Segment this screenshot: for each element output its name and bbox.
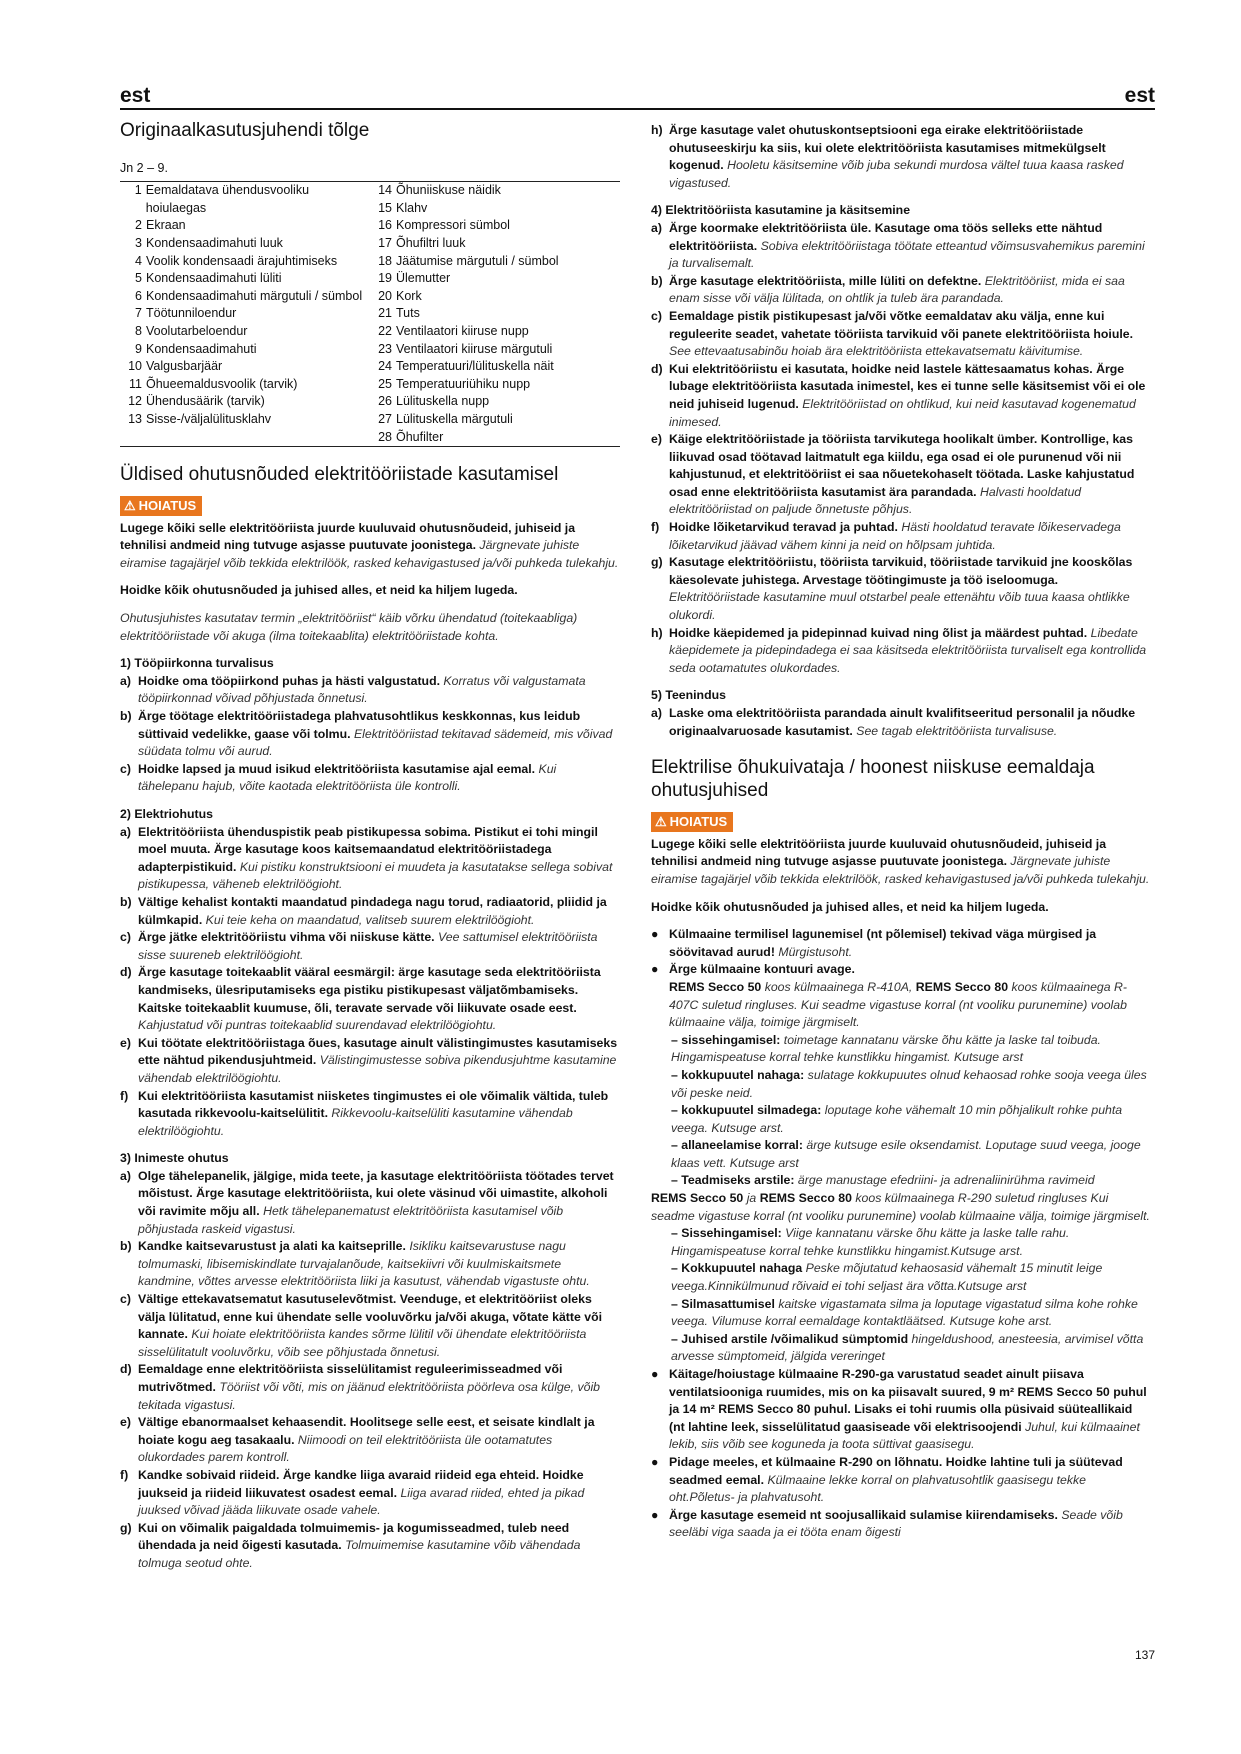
first-aid-item: – sissehingamisel: toimetage kannatanu värske õhu kätte ja laske tal toibuda. Hingamispeatuse korral tehke kunstlikku hingamist. Kutsuge arst [671, 1032, 1101, 1065]
list-item: e) Vältige ebanormaalset kehaasendit. Hoolitsege selle eest, et seisate kindlalt ja hoiate kogu aeg tasakaalu. Niimoodi on teil elektritööriista üle ootamatutes olukordades parem kontroll. [120, 1415, 595, 1465]
list-item: a) Laske oma elektritööriista parandada ainult kvalifitseeritud personalil ja nõudke originaalvaruosade kasutamist. See tagab elektritööriista turvalisuse. [651, 706, 1136, 738]
section-5-title: 5) Teenindus [651, 688, 726, 703]
page-number: 137 [1134, 1648, 1155, 1662]
list-item: b) Ärge kasutage elektritööriista, mille lüliti on defektne. Elektritööriist, mida ei saa enam sisse või välja lülitada, on ohtlik ja tuleb ära parandada. [651, 273, 1125, 306]
right-column [651, 122, 1151, 1542]
bullet-item: ● Ärge külmaaine kontuuri avage. REMS Secco 50 koos külmaainega R-410A, REMS Secco 80 koos külmaainega R-407C suletud ringluses. Kui seadme vigastuse korral (nt vooliku purunemine) voolab külmaaine välja, toimige järgmiselt. [651, 962, 1127, 1030]
legend-right [370, 182, 620, 447]
list-item: c) Hoidke lapsed ja muud isikud elektritööriista kasutamise ajal eemal. Kui tähelepanu hajub, võite kaotada elektritööriista üle kontrolli. [120, 761, 557, 794]
list-item: a) Olge tähelepanelik, jälgige, mida teete, ja kasutage elektritööriista töötades tervet mõistust. Ärge kasutage elektritööriista, kui olete väsinud või uimastite, alkoholi või ravimite mõju all. Hetk tähelepanematust elektritööriista kasutamisel võib põhjustada raskeid vigastusi. [120, 1168, 614, 1236]
list-item: e) Käige elektritööriistade ja tööriista tarvikutega hoolikalt ümber. Kontrollige, kas liikuvad osad töötavad laitmatult ega kiildu, ega osad ei ole purunenud või nii kahjustunud, et elektritööriist ei saa nõuetekohaselt töötada. Laske kahjustatud osad enne elektritööriista kasutamist ära parandada. Halvasti hooldatud elektritööriistad on paljude õnnetuste põhjus. [651, 432, 1135, 517]
list-item: f) Hoidke lõiketarvikud teravad ja puhtad. Hästi hooldatud teravate lõikeservadega lõiketarvikud jäävad vähem kinni ja neid on hõlpsam juhtida. [651, 520, 1121, 552]
legend-item: 15 Klahv [378, 200, 428, 215]
legend-item: 17 Õhufiltri luuk [378, 235, 466, 250]
section-4-title: 4) Elektritööriista kasutamine ja käsitsemine [651, 203, 911, 218]
legend-item: 27 Lülituskella märgutuli [378, 411, 513, 426]
warning-triangle-icon: ⚠ [124, 498, 136, 514]
first-aid-item: – Sissehingamisel: Viige kannatanu värske õhu kätte ja laske talle rahu. Hingamispeatuse korral tehke kunstlikku hingamist.Kutsuge arst. [671, 1226, 1070, 1258]
list-item: a) Elektritööriista ühenduspistik peab pistikupessa sobima. Pistikut ei tohi mingil moel muuta. Ärge kasutage koos kaitsemaandatud elektritööriistadega adapterpistikuid. Kui pistiku konstruktsiooni ei muudeta ja kasutatakse sellega sobivat pistikupessa, väheneb elektrilöögioht. [120, 824, 613, 892]
list-item: g) Kasutage elektritööriistu, tööriista tarvikuid, tööriistade tarvikuid jne kooskõlas käesolevate juhistega. Arvestage töötingimuste ja töö iseloomuga. Elektritööriistade kasutamine muul otstarbel peale ettenähtu võib tuua kaasa ohtlikke olukordi. [651, 555, 1133, 623]
header-rule [120, 108, 1155, 110]
list-item: f) Kui elektritööriista kasutamist niisketes tingimustes ei ole võimalik vältida, tuleb kasutada rikkevoolu-kaitselülitit. Rikkevoolu-kaitselüliti kasutamine vähendab elektrilöögiohtu. [120, 1088, 609, 1138]
intro-text: Lugege kõiki selle elektritööriista juurde kuuluvaid ohutusnõudeid, juhiseid ja tehnilisi andmeid ning tutvuge asjasse puutuvate joonistega. [651, 836, 1107, 869]
legend-item: 19 Ülemutter [378, 271, 451, 286]
legend-item: 16 Kompressori sümbol [378, 218, 510, 233]
list-item: c) Ärge jätke elektritööriistu vihma või niiskuse kätte. Vee sattumisel elektritööriista sisse suureneb elektrilöögioht. [120, 930, 598, 962]
intro-text: Lugege kõiki selle elektritööriista juurde kuuluvaid ohutusnõudeid, juhiseid ja tehnilisi andmeid ning tutvuge asjasse puutuvate joonistega. [120, 520, 576, 553]
list-item: b) Vältige kehalist kontakti maandatud pindadega nagu torud, radiaatorid, pliidid ja külmkapid. Kui teie keha on maandatud, valitseb suurem elektrilöögioht. [120, 894, 607, 927]
list-item: a) Ärge koormake elektritööriista üle. Kasutage oma töös selleks ette nähtud elektritööriista. Sobiva elektritööriistaga töötate etteantud võimsusvahemikus paremini ja turvalisemalt. [651, 220, 1145, 271]
legend-item: 9 Kondensaadimahuti [135, 341, 257, 356]
keep-instructions: Hoidke kõik ohutusnõuded ja juhised alles, et neid ka hiljem lugeda. [651, 899, 1049, 914]
list-item: e) Kui töötate elektritööriistaga õues, kasutage ainult välistingimustes kasutamiseks ette nähtud pikendusjuhtmeid. Välistingimustesse sobiva pikendusjuhtme kasutamine vähendab elektrilöögiohtu. [120, 1035, 618, 1085]
header-right: est [1124, 84, 1155, 107]
document-title: Originaalkasutusjuhendi tõlge [120, 120, 370, 141]
legend-item: 1 Eemaldatava ühendusvooliku hoiulaegas [134, 183, 310, 215]
intro-note: Järgnevate juhiste eiramise tagajärjel võib tekkida elektrilöök, rasked kehavigastused ja/või puhkeda tulekahju. [120, 538, 619, 570]
legend-item: 12 Ühendusäärik (tarvik) [128, 394, 265, 409]
list-item: h) Hoidke käepidemed ja pidepinnad kuivad ning õlist ja määrdest puhtad. Libedate käepidemete ja pidepindadega ei saa käsitseda elektritööriista turvaliselt ega kontrollida seda ootamatutes olukordades. [651, 625, 1147, 675]
bullet-item: ● Külmaaine termilisel lagunemisel (nt põlemisel) tekivad väga mürgised ja söövitavad aurud! Mürgistusoht. [651, 927, 1097, 959]
legend-item: 8 Voolutarbeloendur [135, 323, 248, 338]
figure-reference: Jn 2 – 9. [120, 160, 168, 175]
legend-item: 14 Õhuniiskuse näidik [378, 183, 501, 198]
legend-item: 23 Ventilaatori kiiruse märgutuli [378, 341, 553, 356]
legend-item: 18 Jäätumise märgutuli / sümbol [378, 253, 559, 268]
legend-item: 5 Kondensaadimahuti lüliti [135, 271, 282, 286]
list-item: d) Ärge kasutage toitekaablit vääral eesmärgil: ärge kasutage seda elektritööriista kandmiseks, ülesriputamiseks ega pistiku pistikupesast väljatõmbamiseks. Kaitske toitekaablit kuumuse, õli, teravate servade või liikuvate osade eest. Kahjustatud või puntras toitekaablid suurendavad elektrilöögiohtu. [120, 965, 601, 1033]
warning-triangle-icon: ⚠ [655, 814, 667, 830]
term-note: Ohutusjuhistes kasutatav termin „elektritööriist“ käib võrku ühendatud (toitekaabliga) elektritööriistade või akuga (ilma toitekaablita) elektritööriistade kohta. [120, 611, 578, 643]
section-3-title: 3) Inimeste ohutus [120, 1151, 229, 1166]
left-column [120, 122, 620, 1573]
first-aid-item: – kokkupuutel nahaga: sulatage kokkupuutes olnud kehaosad rohke sooja veega üles või peske neid. [671, 1067, 1147, 1100]
legend-item: 13 Sisse-/väljalülitusklahv [128, 411, 272, 426]
section-2-title: 2) Elektriohutus [120, 807, 213, 821]
first-aid-item: – kokkupuutel silmadega: loputage kohe vähemalt 10 min põhjalikult rohke puhta veega. Kutsuge arst. [671, 1103, 1123, 1135]
section-heading: Üldised ohutusnõuded elektritööriistade kasutamisel [120, 464, 559, 486]
intro-note: Järgnevate juhiste eiramise tagajärjel võib tekkida elektrilöök, rasked kehavigastused ja/või puhkeda tulekahju. [651, 854, 1150, 886]
list-item: b) Kandke kaitsevarustust ja alati ka kaitseprille. Isikliku kaitsevarustuse nagu tolmumaski, libisemiskindlate turvajalanõude, kaitsekiivri või kuulmiskaitsmete kandmine, võttes arvesse elektritööriista liiki ja kasutust, vähendab vigastuste ohtu. [120, 1239, 590, 1289]
first-aid-item: – Kokkupuutel nahaga Peske mõjutatud kehaosasid vähemalt 15 minutit leige veega.Kinnikülmunud rõivaid ei tohi seljast ära võtta.Kutsuge arst [671, 1261, 1103, 1294]
list-item: h) Ärge kasutage valet ohutuskontseptsiooni ega eirake elektritööriistade ohutuseeskirju ka siis, kui olete elektritööriista kasutamises mitmekülgselt kogenud. Hooletu käsitsemine võib juba sekundi murdosa vältel tuua kaasa rasked vigastused. [651, 123, 1124, 190]
keep-instructions: Hoidke kõik ohutusnõuded ja juhised alles, et neid ka hiljem lugeda. [120, 583, 518, 598]
warning-badge: ⚠ HOIATUS [651, 812, 733, 832]
section-1-title: 1) Tööpiirkonna turvalisus [120, 656, 274, 671]
bullet-item: ● Ärge kasutage esemeid nt soojusallikaid sulamise kiirendamiseks. Seade võib seeläbi viga saada ja ei tööta enam õigesti [651, 1507, 1123, 1540]
list-item: b) Ärge töötage elektritööriistadega plahvatusohtlikus keskkonnas, kus leidub süttivaid vedelikke, gaase või tolmu. Elektritööriistad tekitavad sädemeid, mis võivad süüdata tolmu või aurud. [120, 709, 613, 759]
list-item: c) Vältige ettekavatsematut kasutuselevõtmist. Veenduge, et elektritööriist oleks välja lülitatud, enne kui ühendate selle vooluvõrku ja/või akuga, võtate kätte või kannate. Kui hoiate elektritööriista kandes sõrme lülitil või ühendate elektritööriista sisselülitatult vooluvõrku, võib see põhjustada õnnetusi. [120, 1292, 602, 1359]
section-heading-dehumidifier: Elektrilise õhukuivataja / hoonest niiskuse eemaldaja ohutusjuhised [651, 757, 1095, 802]
first-aid-item: – Silmasattumisel kaitske vigastamata silma ja loputage vigastatud silma kohe rohke veega. Vilumuse korral eemaldage kontaktläätsed. Kutsuge kohe arst. [671, 1296, 1138, 1329]
list-item: a) Hoidke oma tööpiirkond puhas ja hästi valgustatud. Korratus või valgustamata tööpiirkonnad võivad põhjustada õnnetusi. [120, 673, 586, 706]
list-item: c) Eemaldage pistik pistikupesast ja/või võtke eemaldatav aku välja, enne kui reguleerite seadet, vahetate tööriista tarvikuid või panete elektritööriista hoiule. See ettevaatusabinõu hoiab ära elektritööriista ettekavatsematu käivitumise. [651, 308, 1134, 359]
warning-badge: ⚠ HOIATUS [120, 496, 202, 516]
legend-item: 4 Voolik kondensaadi ärajuhtimiseks [135, 253, 338, 268]
legend-item: 24 Temperatuuri/lülituskella näit [378, 359, 554, 374]
list-item: g) Kui on võimalik paigaldada tolmuimemis- ja kogumisseadmed, tuleb need ühendada ja neid õigesti kasutada. Tolmuimemise kasutamine võib vähendada tolmuga seotud ohte. [120, 1520, 581, 1570]
first-aid-item: – Juhised arstile /võimalikud sümptomid hingeldushood, anesteesia, arvimisel võtta arvesse sümptomeid, jälgida vereringet [671, 1331, 1144, 1364]
first-aid-item: – allaneelamise korral: ärge kutsuge esile oksendamist. Loputage suud veega, jooge klaas vett. Kutsuge arst [671, 1138, 1141, 1170]
legend-item: 20 Kork [378, 288, 422, 303]
bullet-item: ● Käitage/hoiustage külmaaine R-290-ga varustatud seadet ainult piisava ventilatsiooniga ruumides, mis on ka piisavalt suured, 9 m² REMS Secco 50 puhul ja 14 m² REMS Secco 80 puhul. Lisaks ei tohi ruumis olla püsivaid süüteallikaid (nt lahtine leek, sisselülitatud gaasiseade või elektrisoojendi Juhul, kui külmaainet lekib, siis võib see koguneda ja toota süttivat gaasisegu. [651, 1367, 1147, 1452]
header-left: est [120, 84, 151, 107]
list-item: f) Kandke sobivaid riideid. Ärge kandke liiga avaraid riideid ega ehteid. Hoidke juukseid ja riideid liikuvatest osadest eemal. Liiga avarad riided, ehted ja pikad juuksed võivad jääda liikuvate osade vahele. [120, 1467, 585, 1518]
legend-item: 7 Töötunniloendur [135, 306, 237, 321]
legend-item: 22 Ventilaatori kiiruse nupp [378, 323, 529, 338]
legend-left [120, 182, 370, 447]
first-aid-item: – Teadmiseks arstile: ärge manustage efedriini- ja adrenaliinirühma ravimeid [671, 1173, 1095, 1188]
secco-r290-note: REMS Secco 50 ja REMS Secco 80 koos külmaainega R-290 suletud ringluses Kui seadme vigastuse korral (nt vooliku purunemine) voolab külmaaine välja, toimige järgmiselt. [651, 1191, 1150, 1223]
legend-item: 6 Kondensaadimahuti märgutuli / sümbol [135, 288, 363, 303]
list-item: d) Eemaldage enne elektritööriista sisselülitamist reguleerimisseadmed või mutrivõtmed. Tööriist või võti, mis on jäänud elektritööriista pöörleva osa külge, võib tekitada vigastusi. [120, 1362, 601, 1412]
legend-item: 28 Õhufilter [378, 429, 444, 444]
bullet-item: ● Pidage meeles, et külmaaine R-290 on lõhnatu. Hoidke lahtine tuli ja süütevad seadmed eemal. Külmaaine lekke korral on plahvatusohtlik gaasisegu tekke oht.Põletus- ja plahvatusoht. [651, 1454, 1123, 1505]
legend-table [120, 181, 620, 447]
legend-item: 21 Tuts [378, 306, 420, 321]
list-item: d) Kui elektritööriistu ei kasutata, hoidke neid lastele kättesaamatus kohas. Ärge lubage elektritööriista kasutada inimestel, kes ei tunne selle käsitsemist või ei ole neid juhiseid lugenud. Elektritööriistad on ohtlikud, kui neid kasutavad kogenematud inimesed. [651, 361, 1146, 429]
legend-item: 25 Temperatuuriühiku nupp [378, 376, 531, 391]
legend-item: 10 Valgusbarjäär [128, 359, 223, 374]
legend-item: 3 Kondensaadimahuti luuk [135, 235, 283, 250]
legend-item: 2 Ekraan [135, 218, 186, 233]
legend-item: 26 Lülituskella nupp [378, 394, 490, 409]
legend-item: 11 Õhueemaldusvoolik (tarvik) [129, 376, 298, 391]
